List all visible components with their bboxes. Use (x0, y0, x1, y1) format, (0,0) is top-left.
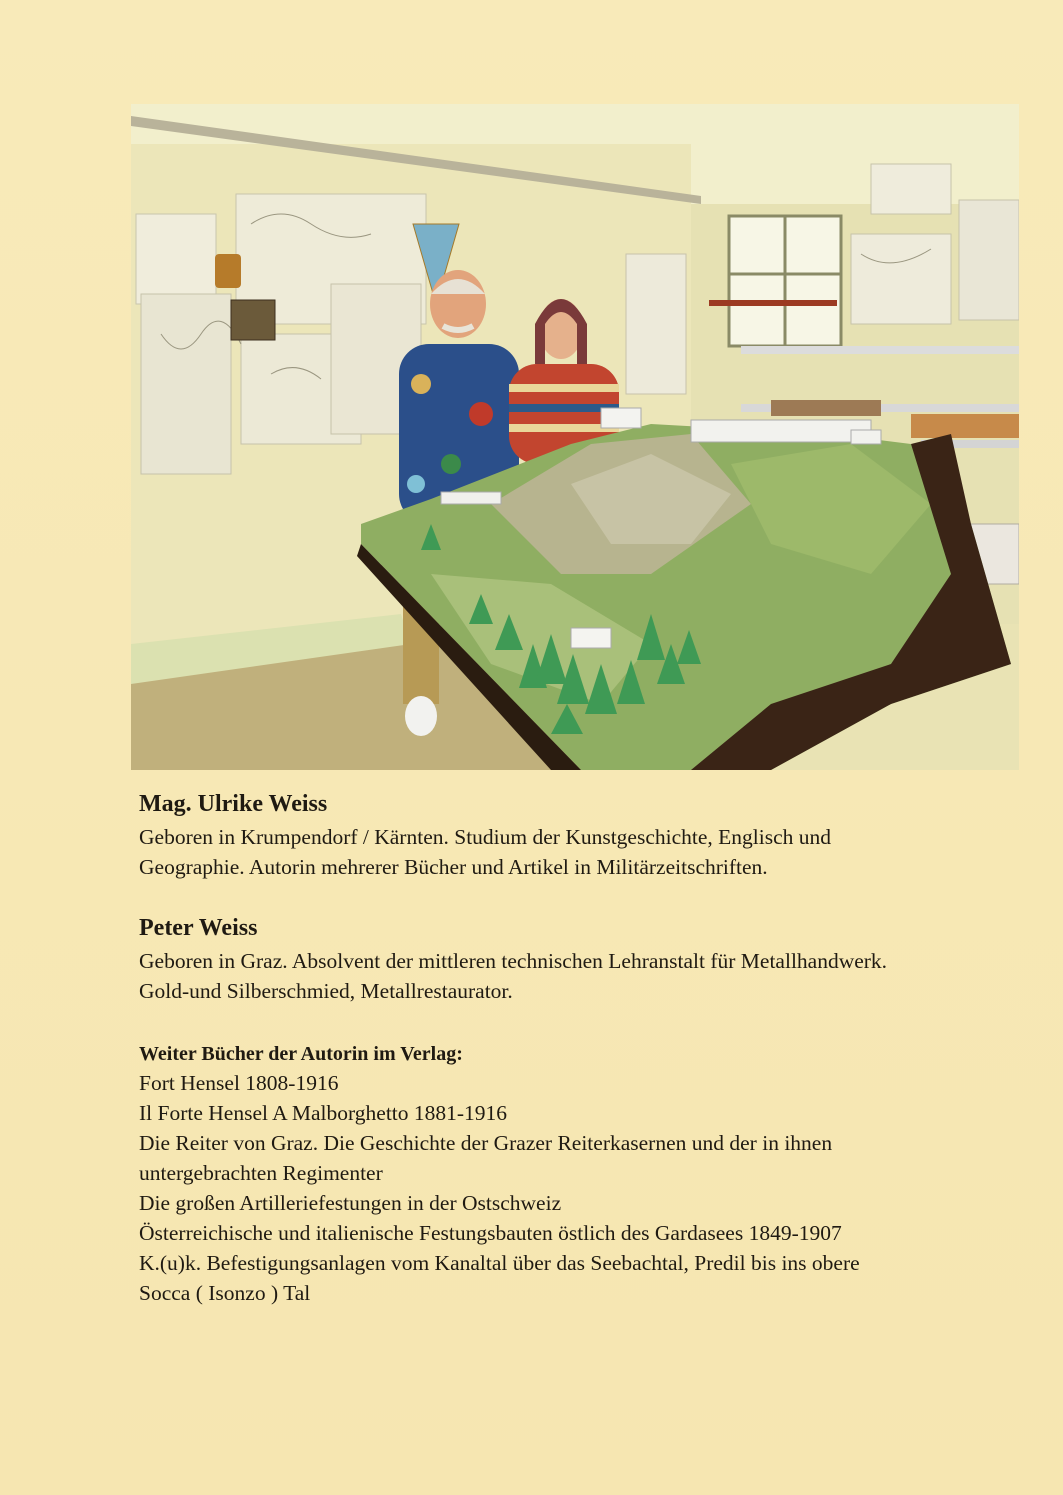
author-bio-line: Geboren in Krumpendorf / Kärnten. Studium der Kunstgeschichte, Englisch und (139, 825, 832, 849)
author-bio-line: Geographie. Autorin mehrerer Bücher und Artikel in Militärzeitschriften. (139, 855, 768, 879)
author-photo (131, 104, 1019, 770)
book-line: untergebrachten Regimenter (139, 1161, 383, 1185)
book-line: K.(u)k. Befestigungsanlagen vom Kanaltal über das Seebachtal, Predil bis ins obere (139, 1251, 860, 1275)
book-line: Die Reiter von Graz. Die Geschichte der Grazer Reiterkasernen und der in ihnen (139, 1131, 833, 1155)
book-line: Die großen Artilleriefestungen in der Ostschweiz (139, 1191, 562, 1215)
book-line: Socca ( Isonzo ) Tal (139, 1281, 311, 1305)
book-line: Fort Hensel 1808-1916 (139, 1071, 339, 1095)
book-line: Österreichische und italienische Festungsbauten östlich des Gardasees 1849-1907 (139, 1221, 842, 1245)
book-line: Il Forte Hensel A Malborghetto 1881-1916 (139, 1101, 508, 1125)
author-name: Peter Weiss (139, 915, 258, 941)
author-bio-line: Gold-und Silberschmied, Metallrestaurator. (139, 979, 513, 1003)
author-bio-line: Geboren in Graz. Absolvent der mittleren technischen Lehranstalt für Metallhandwerk. (139, 949, 888, 973)
books-list (139, 1040, 1019, 1308)
author-block (139, 790, 1019, 882)
books-heading: Weiter Bücher der Autorin im Verlag: (139, 1043, 463, 1065)
author-name: Mag. Ulrike Weiss (139, 791, 328, 817)
author-block (139, 914, 1019, 1006)
